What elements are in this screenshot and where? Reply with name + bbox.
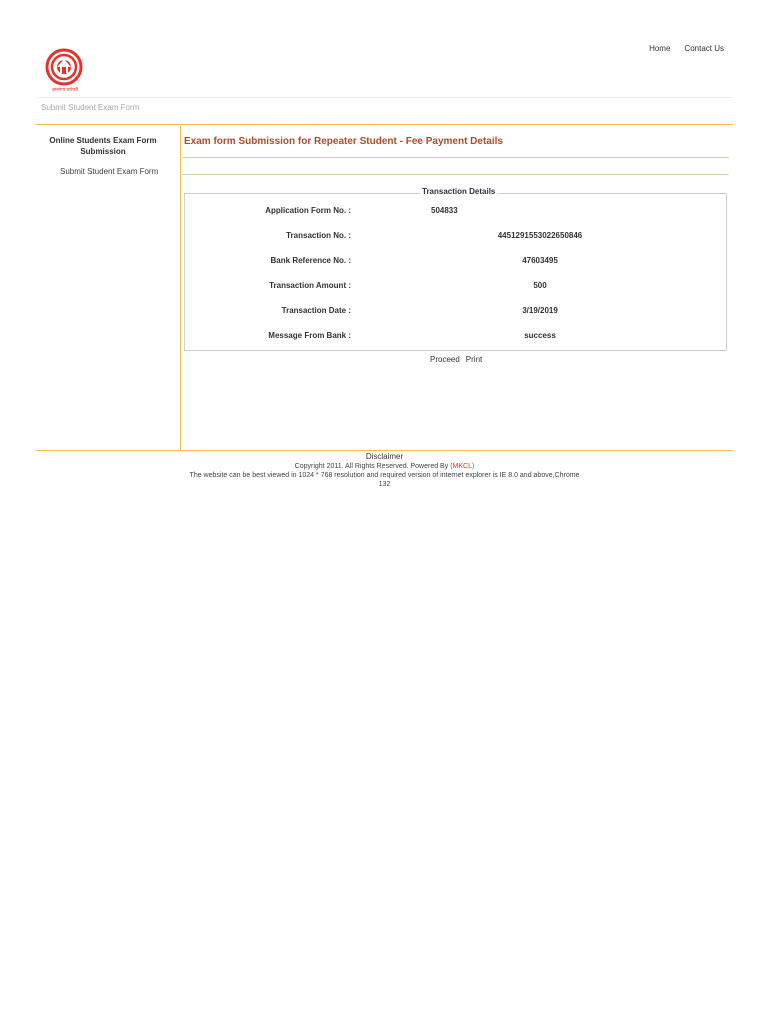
transaction-details-legend: Transaction Details (422, 187, 496, 196)
content-top-divider (36, 124, 733, 125)
detail-row-transaction-date (184, 306, 727, 318)
browser-note: The website can be best viewed in 1024 * 768 resolution and required version of internet explorer is IE 8.0 and above,Chrome (189, 472, 580, 479)
logo-caption (43, 85, 87, 93)
title-divider (182, 157, 729, 158)
copyright-label: Copyright 2011. All Rights Reserved. Powered By (294, 463, 449, 470)
sidebar-item-submit-exam-form[interactable]: Submit Student Exam Form (60, 167, 159, 176)
detail-value: 500 (533, 281, 547, 290)
detail-row-bank-reference-no (184, 256, 727, 268)
detail-row-application-form-no (184, 206, 727, 218)
detail-label: Message From Bank : (268, 331, 351, 340)
copyright-text (36, 462, 733, 471)
sidebar (36, 126, 181, 450)
university-logo[interactable] (43, 48, 87, 94)
disclaimer-link[interactable]: Disclaimer (365, 452, 404, 461)
header-divider (36, 97, 733, 98)
top-nav (649, 44, 724, 53)
form-actions (430, 355, 482, 364)
section-divider (182, 174, 729, 175)
detail-label: Bank Reference No. : (270, 256, 351, 265)
mkcl-brand-link[interactable]: (MKCL) (450, 463, 475, 470)
version-number: 132 (378, 481, 391, 488)
detail-value: 3/19/2019 (522, 306, 558, 315)
nav-contact-us-link[interactable]: Contact Us (684, 44, 724, 53)
detail-value: 504833 (431, 206, 458, 215)
footer (36, 451, 733, 489)
detail-row-transaction-amount (184, 281, 727, 293)
detail-label: Transaction Date : (281, 306, 351, 315)
detail-label: Application Form No. : (265, 206, 351, 215)
svg-text:ज्ञानगंगा घरोघरी: ज्ञानगंगा घरोघरी (51, 88, 79, 93)
breadcrumb: Submit Student Exam Form (41, 103, 140, 112)
print-button[interactable]: Print (465, 355, 483, 364)
sidebar-title: Online Students Exam Form Submission (49, 136, 157, 156)
page-title: Exam form Submission for Repeater Student - Fee Payment Details (184, 136, 503, 147)
proceed-button[interactable]: Proceed (430, 355, 460, 364)
detail-row-message-from-bank (184, 331, 727, 343)
nav-home-link[interactable]: Home (649, 44, 671, 53)
detail-row-transaction-no (184, 231, 727, 243)
detail-value: success (524, 331, 556, 340)
detail-value: 4451291553022650846 (497, 231, 583, 240)
detail-label: Transaction Amount : (269, 281, 351, 290)
detail-label: Transaction No. : (286, 231, 351, 240)
detail-value: 47603495 (522, 256, 558, 265)
